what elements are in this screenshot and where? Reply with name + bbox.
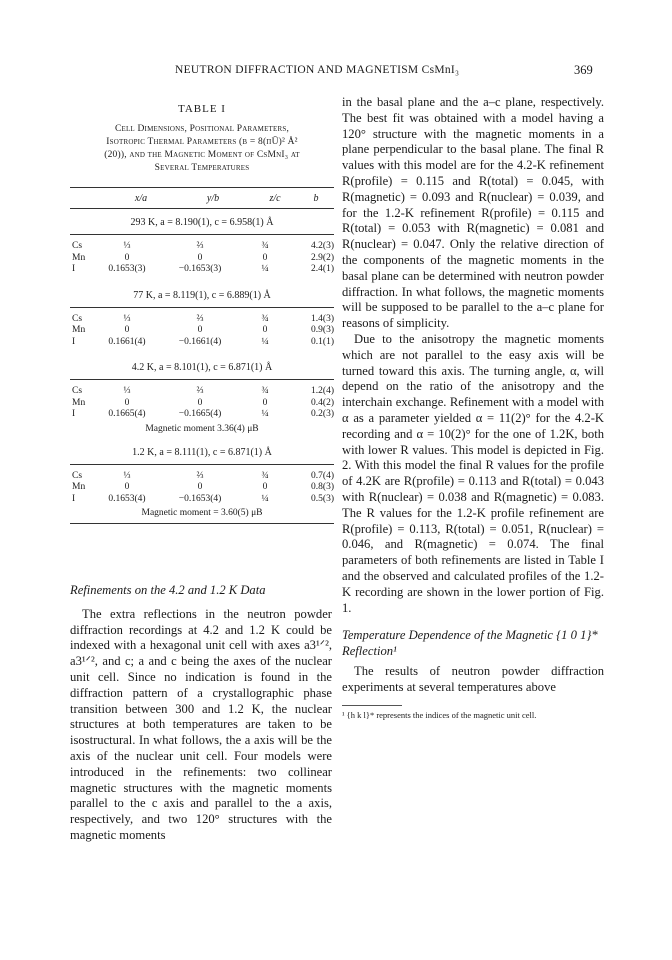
- cell-element: I: [72, 493, 76, 504]
- cell-b: 0.2(3): [311, 409, 334, 419]
- cell-x: ⅓: [123, 386, 131, 396]
- magnetic-moment-note: Magnetic moment = 3.60(5) μB: [141, 508, 263, 518]
- block-heading: 1.2 K, a = 8.111(1), c = 6.871(1) Å: [132, 446, 272, 458]
- table-row: [70, 482, 334, 494]
- cell-b: 0.7(4): [311, 470, 334, 481]
- cell-element: Mn: [72, 252, 86, 263]
- table-caption: [70, 123, 334, 175]
- right-column-text: [342, 95, 604, 721]
- cell-b: 0.8(3): [311, 482, 334, 492]
- cell-z: ¼: [261, 409, 269, 419]
- cell-element: Mn: [72, 482, 86, 492]
- block-rows: [70, 308, 334, 355]
- column-header: x/a: [134, 193, 148, 204]
- cell-x: 0.1653(3): [108, 264, 146, 274]
- section-heading: Temperature Dependence of the Magnetic {1 0 1}* Reflection¹: [342, 628, 598, 659]
- cell-element: I: [72, 264, 76, 274]
- cell-element: I: [72, 336, 76, 347]
- section-heading: Refinements on the 4.2 and 1.2 K Data: [70, 583, 266, 597]
- column-header: b: [313, 193, 319, 204]
- cell-y: 0: [197, 397, 203, 408]
- block-rows: [70, 380, 334, 423]
- cell-y: ⅔: [196, 470, 204, 481]
- cell-y: −0.1665(4): [178, 409, 222, 419]
- cell-b: 2.9(2): [311, 252, 334, 263]
- magnetic-moment-note: Magnetic moment 3.36(4) μB: [145, 423, 259, 434]
- left-column-text: [70, 583, 332, 844]
- running-head: NEUTRON DIFFRACTION AND MAGNETISM CsMnI₃: [175, 64, 460, 76]
- table-row: [70, 314, 334, 326]
- cell-z: ¾: [261, 241, 269, 251]
- table-bottom-rule: [70, 523, 334, 524]
- cell-z: 0: [262, 482, 268, 492]
- cell-b: 0.1(1): [311, 336, 334, 347]
- table-caption-line: (20)), and the Magnetic Moment of CsMnI₃ at: [104, 150, 300, 160]
- cell-b: 0.5(3): [311, 493, 334, 504]
- cell-element: Mn: [72, 397, 86, 408]
- table-row: [70, 337, 334, 349]
- cell-element: Cs: [72, 470, 83, 481]
- cell-b: 4.2(3): [311, 241, 334, 251]
- cell-element: Cs: [72, 386, 83, 396]
- cell-x: ⅓: [123, 241, 131, 251]
- table-row: [70, 325, 334, 337]
- body-paragraph: in the basal plane and the a–c plane, respectively. The best fit was obtained with a model having a 120° structure with the magnetic moments in a plane perpendicular to the basal plane. The final R values with this model are for the 4.2-K refinement R(profile) = 0.115 and R(total) = 0.045, with R(magnetic) = 0.093 and R(nuclear) = 0.039, and for the 1.2-K refinement R(profile) = 0.115 and R(total) = 0.053 with R(magnetic) = 0.081 and R(nuclear) = 0.047. Only the relative direction of the components of the magnetic moments in the basal plane can be determined with neutron powder diffraction. In what follows, the magnetic moments will be supposed to be parallel to the a–c plane for reasons of simplicity.: [342, 95, 604, 331]
- block-heading: 293 K, a = 8.190(1), c = 6.958(1) Å: [130, 217, 274, 228]
- body-paragraph: The extra reflections in the neutron powder diffraction recordings at 4.2 and 1.2 K could be indexed with a hexagonal unit cell with axes a3¹ᐟ², a3¹ᐟ², and c; a and c being the axes of the nuclear unit cell. Since no indication is found in the diffraction pattern of a crystallographic phase transition between 300 and 1.2 K, the nuclear structures at both temperatures are taken to be isostructural. In what follows, the a axis will be the axis of the nuclear unit cell. Four models were introduced in the refinements: two collinear magnetic structures with the magnetic moments parallel to the c axis and parallel to the a axis, respectively, and two 120° structures with the magnetic moments: [70, 606, 332, 842]
- cell-y: −0.1653(4): [178, 493, 222, 504]
- cell-z: ¾: [261, 470, 269, 481]
- cell-z: 0: [262, 325, 268, 335]
- cell-x: 0: [124, 325, 130, 335]
- table-caption-line: Cell Dimensions, Positional Parameters,: [114, 124, 290, 134]
- table-row: [70, 241, 334, 253]
- cell-x: ⅓: [123, 313, 131, 324]
- table-row: [70, 494, 334, 506]
- column-header: y/b: [206, 193, 220, 204]
- cell-z: ¼: [261, 336, 269, 347]
- block-heading: 4.2 K, a = 8.101(1), c = 6.871(1) Å: [131, 362, 273, 373]
- cell-x: 0.1653(4): [108, 493, 146, 504]
- cell-y: 0: [197, 325, 203, 335]
- table-i: [70, 103, 334, 524]
- cell-x: 0: [124, 482, 130, 492]
- cell-z: ¾: [261, 313, 269, 324]
- cell-y: 0: [197, 252, 203, 263]
- block-rows: [70, 465, 334, 508]
- cell-x: 0: [124, 252, 130, 263]
- cell-z: 0: [262, 252, 268, 263]
- cell-b: 2.4(1): [311, 264, 334, 274]
- cell-x: ⅓: [123, 470, 131, 481]
- cell-element: I: [72, 409, 76, 419]
- cell-element: Cs: [72, 241, 83, 251]
- column-header: z/c: [269, 193, 281, 204]
- cell-b: 1.4(3): [311, 313, 334, 324]
- page-number: 369: [574, 63, 593, 77]
- footnote-rule: [342, 705, 402, 706]
- cell-element: Mn: [72, 325, 86, 335]
- cell-y: ⅔: [196, 386, 204, 396]
- block-heading: 77 K, a = 8.119(1), c = 6.889(1) Å: [133, 289, 271, 301]
- footnote: ¹ {h k l}* represents the indices of the magnetic unit cell.: [342, 710, 537, 721]
- body-paragraph: The results of neutron powder diffraction experiments at several temperatures above: [342, 663, 604, 694]
- cell-z: ¼: [261, 493, 269, 504]
- block-rows: [70, 235, 334, 282]
- table-title: TABLE I: [178, 103, 226, 115]
- cell-z: ¼: [261, 264, 269, 274]
- cell-y: −0.1653(3): [178, 264, 222, 274]
- cell-b: 1.2(4): [311, 386, 334, 396]
- table-row: [70, 409, 334, 421]
- table-row: [70, 264, 334, 276]
- table-caption-line: Isotropic Thermal Parameters (b = 8(πŪ)² Å²: [106, 137, 298, 147]
- table-caption-line: Several Temperatures: [154, 163, 250, 173]
- cell-b: 0.9(3): [311, 325, 334, 335]
- table-row: [70, 471, 334, 483]
- cell-y: 0: [197, 482, 203, 492]
- cell-x: 0.1661(4): [108, 336, 146, 347]
- cell-y: ⅔: [196, 313, 204, 324]
- cell-y: ⅔: [196, 241, 204, 251]
- table-row: [70, 398, 334, 410]
- table-row: [70, 253, 334, 265]
- cell-element: Cs: [72, 313, 83, 324]
- table-column-headers: [70, 188, 334, 208]
- cell-x: 0: [124, 397, 130, 408]
- cell-z: 0: [262, 397, 268, 408]
- table-row: [70, 386, 334, 398]
- cell-x: 0.1665(4): [108, 409, 146, 419]
- body-paragraph: Due to the anisotropy the magnetic moments which are not parallel to the easy axis will be turned toward this axis. The turning angle, α, will depend on the ratio of the anisotropy and the interchain exchange. Refinement with a model with α as a parameter yielded α = 11(2)° for the 4.2-K recording and α = 10(2)° for the one of 1.2K, both with lower R values. This model is depicted in Fig. 2. With this model the final R values for the profile of 4.2K are R(profile) = 0.113 and R(total) = 0.043 with R(nuclear) = 0.038 and R(magnetic) = 0.083. The R values for the 1.2-K profile refinement are R(profile) = 0.113, R(total) = 0.051, R(nuclear) = 0.046, and R(magnetic) = 0.074. The final parameters of both refinements are listed in Table I and the observed and calculated profiles of the 1.2-K recording are shown in the lower portion of Fig. 1.: [342, 331, 604, 615]
- cell-y: −0.1661(4): [178, 336, 222, 347]
- cell-b: 0.4(2): [311, 397, 334, 408]
- cell-z: ¾: [261, 386, 269, 396]
